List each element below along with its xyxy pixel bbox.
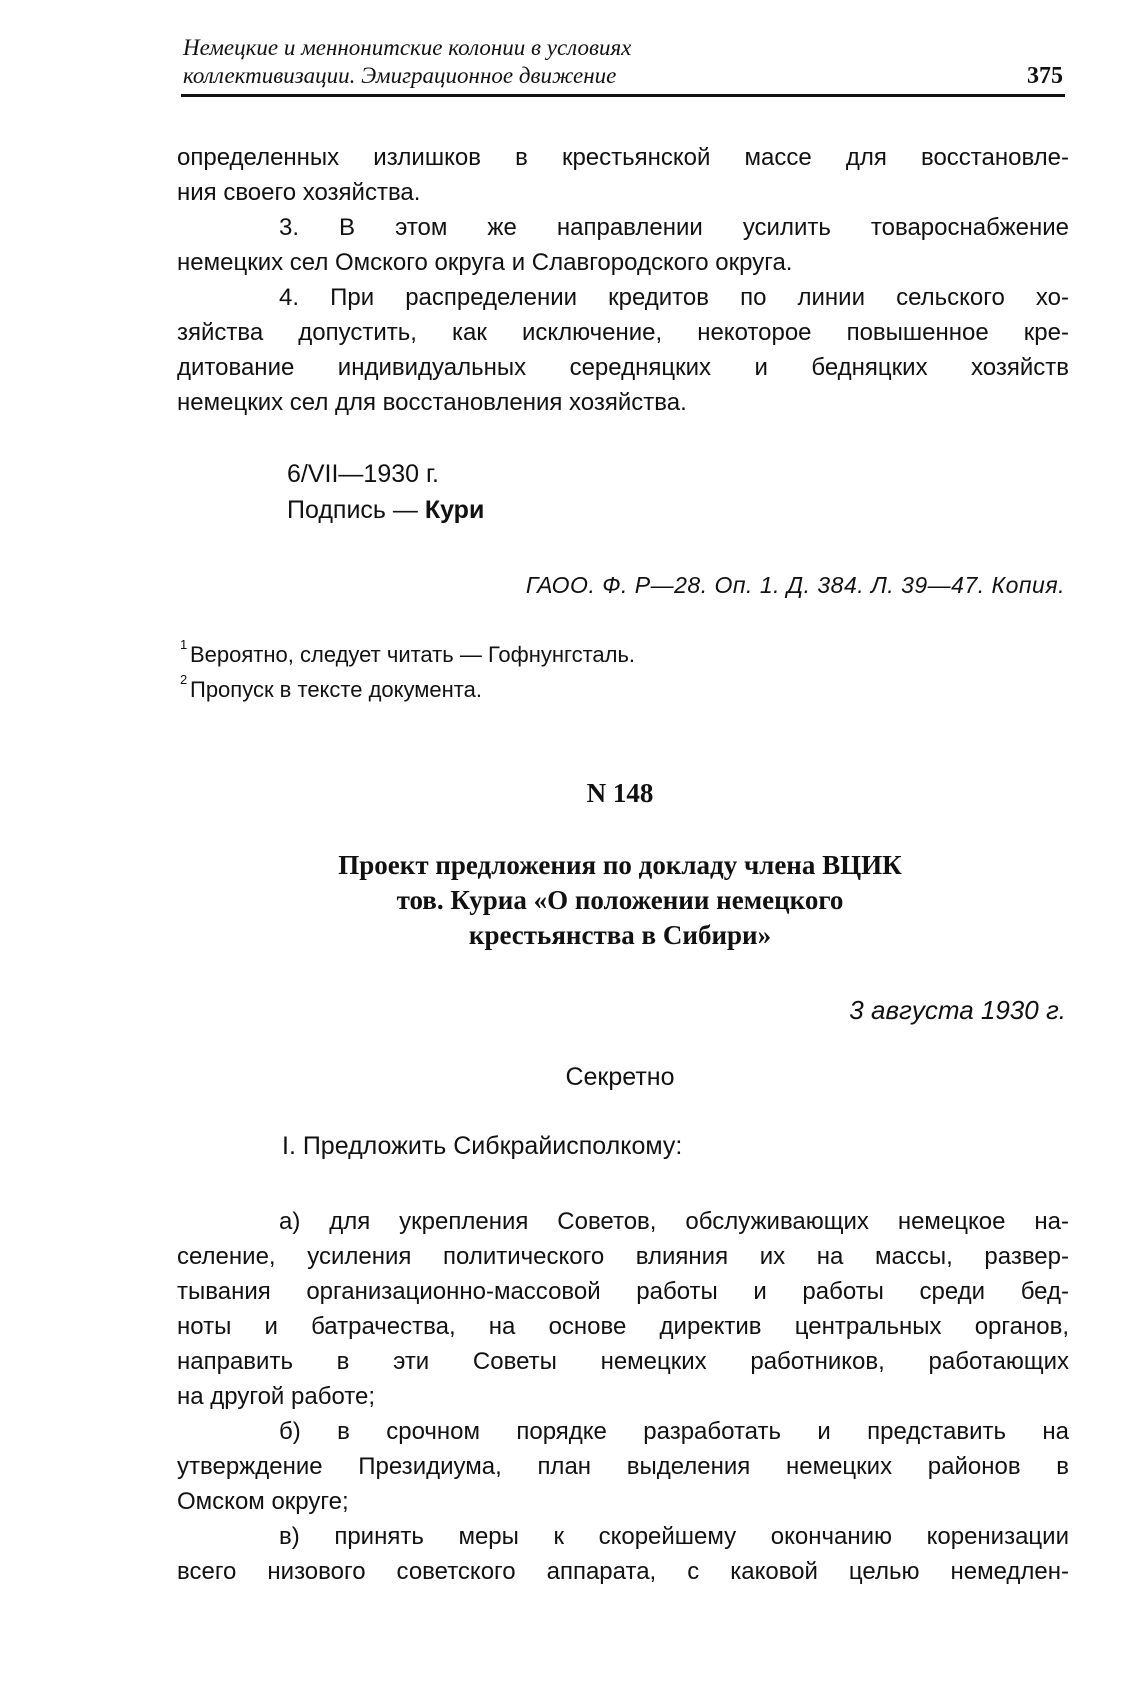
text-line: определенных излишков в крестьянской массе для восстановле- <box>177 144 1069 171</box>
text-line: на другой работе; <box>177 1383 375 1410</box>
title-line: тов. Куриа «О положении немецкого <box>396 885 844 915</box>
item-4-paragraph <box>177 280 1069 420</box>
title-line: крестьянства в Сибири» <box>468 920 772 950</box>
text-line: дитование индивидуальных середняцких и бедняцких хозяйств <box>177 354 1069 381</box>
document-number: N 148 <box>586 778 654 808</box>
footnote <box>180 672 482 705</box>
text-line: утверждение Президиума, план выделения немецких районов в <box>177 1453 1069 1480</box>
document-title <box>230 848 1010 953</box>
signature-date: 6/VII—1930 г. <box>287 460 439 488</box>
classification-stamp: Секретно <box>565 1063 675 1091</box>
text-line: в) принять меры к скорейшему окончанию коренизации <box>279 1523 1069 1550</box>
signature-label: Подпись — <box>287 496 418 524</box>
text-line: 4. При распределении кредитов по линии сельского хо- <box>279 284 1069 311</box>
text-line: немецких сел для восстановления хозяйства. <box>177 389 687 416</box>
text-line: ноты и батрачества, на основе директив центральных органов, <box>177 1313 1069 1340</box>
footnote-text: Пропуск в тексте документа. <box>190 677 482 702</box>
text-line: направить в эти Советы немецких работников, работающих <box>177 1348 1069 1375</box>
signature-line <box>287 492 484 528</box>
title-line: Проект предложения по докладу члена ВЦИК <box>338 850 902 880</box>
intro-paragraph <box>177 140 1069 210</box>
text-line: тывания организационно-массовой работы и работы среди бед- <box>177 1278 1069 1305</box>
footnote-mark: 2 <box>180 672 188 687</box>
point-c-paragraph <box>177 1519 1069 1589</box>
item-3-paragraph <box>177 210 1069 280</box>
header-rule <box>181 94 1065 97</box>
running-head <box>183 34 1063 90</box>
text-line: немецких сел Омского округа и Славгородского округа. <box>177 249 793 276</box>
proposal-heading: I. Предложить Сибкрайисполкому: <box>282 1132 683 1160</box>
point-a-paragraph <box>177 1204 1069 1414</box>
running-title-line: коллективизации. Эмиграционное движение <box>183 63 617 88</box>
page-number: 375 <box>1027 63 1063 89</box>
text-line: 3. В этом же направлении усилить товароснабжение <box>279 214 1069 241</box>
text-line: зяйства допустить, как исключение, некоторое повышенное кре- <box>177 319 1069 346</box>
running-title-line: Немецкие и меннонитские колонии в условиях <box>183 35 632 60</box>
text-line: ния своего хозяйства. <box>177 179 421 206</box>
text-line: Омском округе; <box>177 1488 349 1515</box>
text-line: а) для укрепления Советов, обслуживающих немецкое на- <box>279 1208 1069 1235</box>
document-date: 3 августа 1930 г. <box>849 995 1066 1025</box>
text-line: б) в срочном порядке разработать и представить на <box>279 1418 1069 1445</box>
archive-reference: ГАОО. Ф. Р—28. Оп. 1. Д. 384. Л. 39—47. Копия. <box>525 572 1065 598</box>
text-line: всего низового советского аппарата, с каковой целью немедлен- <box>177 1558 1069 1585</box>
signature-name: Кури <box>424 496 485 524</box>
text-line: селение, усиления политического влияния их на массы, развер- <box>177 1243 1069 1270</box>
footnote-text: Вероятно, следует читать — Гофнунгсталь. <box>190 642 636 667</box>
footnote-mark: 1 <box>180 637 188 652</box>
point-b-paragraph <box>177 1414 1069 1519</box>
footnote <box>180 637 636 670</box>
